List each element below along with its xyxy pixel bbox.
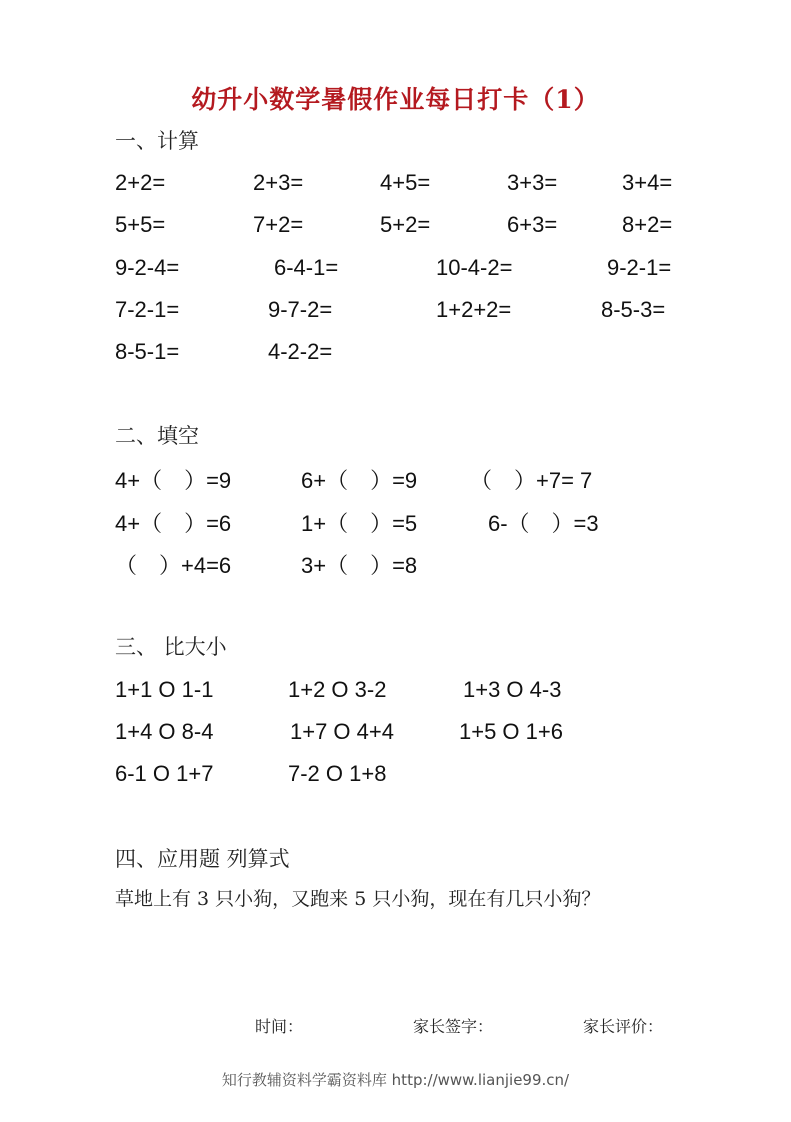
fill-item: 4+（ ）=6: [115, 511, 232, 536]
calc-item: 4+5=: [380, 170, 431, 195]
page-title: 幼升小数学暑假作业每日打卡（1）: [191, 85, 600, 114]
calc-item: 1+2+2=: [436, 297, 512, 322]
calc-item: 9-7-2=: [268, 297, 333, 322]
calc-item: 3+3=: [507, 170, 558, 195]
fill-item: （ ）+7= 7: [470, 468, 593, 493]
parent-evaluation-label: 家长评价：: [583, 1017, 664, 1036]
compare-item: 6-1 O 1+7: [115, 761, 214, 786]
calc-item: 4-2-2=: [268, 339, 333, 364]
parent-signature-label: 家长签字：: [413, 1017, 494, 1036]
calc-item: 5+2=: [380, 212, 431, 237]
fill-item: 1+（ ）=5: [301, 511, 418, 536]
section-heading-fill: 二、填空: [115, 424, 199, 448]
calc-item: 2+3=: [253, 170, 304, 195]
compare-item: 1+7 O 4+4: [290, 719, 394, 744]
calc-item: 3+4=: [622, 170, 673, 195]
calc-item: 7+2=: [253, 212, 304, 237]
section-heading-calc: 一、计算: [115, 129, 199, 153]
calc-item: 8+2=: [622, 212, 673, 237]
fill-item: 3+（ ）=8: [301, 553, 418, 578]
section-heading-compare: 三、 比大小: [115, 635, 227, 659]
calc-item: 5+5=: [115, 212, 166, 237]
fill-item: 6+（ ）=9: [301, 468, 418, 493]
fill-item: （ ）+4=6: [115, 553, 232, 578]
calc-item: 6-4-1=: [274, 255, 339, 280]
fill-item: 6-（ ）=3: [488, 511, 599, 536]
calc-item: 6+3=: [507, 212, 558, 237]
compare-item: 7-2 O 1+8: [288, 761, 387, 786]
calc-item: 8-5-1=: [115, 339, 180, 364]
word-problem-text: 草地上有 3 只小狗，又跑来 5 只小狗，现在有几只小狗？: [115, 888, 601, 910]
calc-item: 7-2-1=: [115, 297, 180, 322]
calc-item: 8-5-3=: [601, 297, 666, 322]
calc-item: 10-4-2=: [436, 255, 513, 280]
compare-item: 1+5 O 1+6: [459, 719, 563, 744]
footer-source: 知行教辅资料学霸资料库 http://www.lianjie99.cn/: [221, 1071, 570, 1089]
calc-item: 9-2-4=: [115, 255, 180, 280]
compare-item: 1+1 O 1-1: [115, 677, 214, 702]
section-heading-word-problem: 四、应用题 列算式: [115, 847, 290, 871]
compare-item: 1+4 O 8-4: [115, 719, 214, 744]
calc-item: 2+2=: [115, 170, 166, 195]
fill-item: 4+（ ）=9: [115, 468, 232, 493]
time-label: 时间：: [255, 1017, 304, 1036]
compare-item: 1+3 O 4-3: [463, 677, 562, 702]
calc-item: 9-2-1=: [607, 255, 672, 280]
compare-item: 1+2 O 3-2: [288, 677, 387, 702]
